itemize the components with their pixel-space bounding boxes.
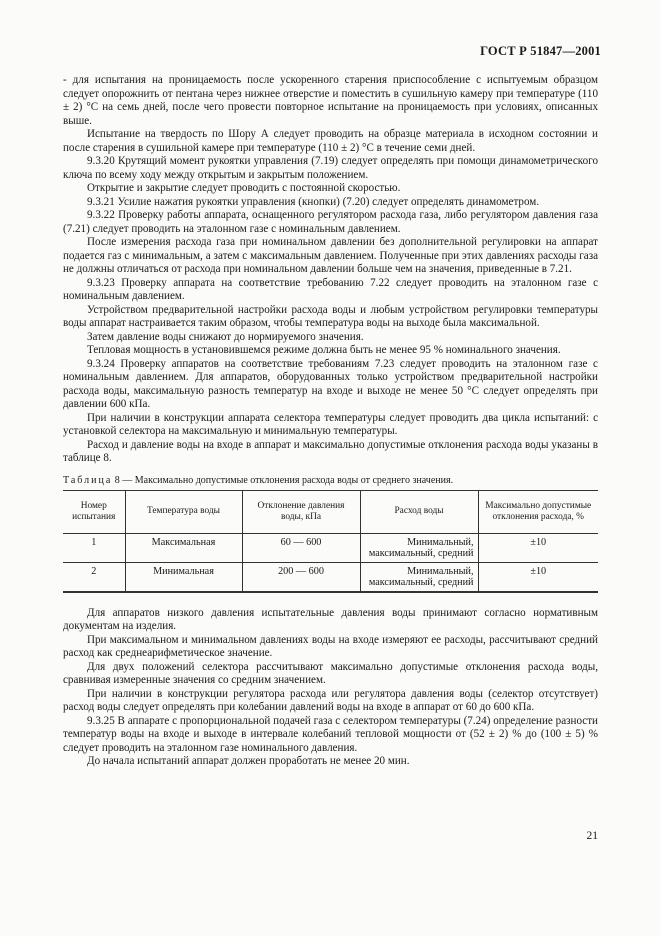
table-header-row bbox=[63, 490, 598, 533]
paragraph: Расход и давление воды на входе в аппарат и максимально допустимые отклонения расхода воды указаны в таблице 8. bbox=[63, 438, 598, 464]
paragraph: 9.3.20 Крутящий момент рукоятки управления (7.19) следует определять при помощи динамометрического ключа по всему ходу между открытым и закрытым положением. bbox=[63, 155, 598, 181]
paragraph: - для испытания на проницаемость после ускоренного старения приспособление с испытуемым образцом следует опорожнить от пентана через нижнее отверстие и поместить в сушильную камеру при температуре (110 ± 2) °С на семь дней, после чего провести повторное испытание на проницаемость при условиях, описанных выше. bbox=[63, 74, 598, 127]
table-header-cell: Температура воды bbox=[125, 490, 242, 533]
table-cell: Минимальный, максимальный, средний bbox=[360, 533, 478, 562]
table-header-cell: Максимально допустимые отклонения расхода, % bbox=[478, 490, 598, 533]
table-row bbox=[63, 533, 598, 562]
paragraph: Затем давление воды снижают до нормируемого значения. bbox=[87, 330, 364, 343]
water-flow-table bbox=[63, 490, 598, 593]
paragraph: 9.3.23 Проверку аппарата на соответствие требованию 7.22 следует проводить на эталонном газе с номинальным давлением. bbox=[63, 276, 598, 302]
table-cell: 60 — 600 bbox=[242, 533, 360, 562]
paragraph: При максимальном и минимальном давлениях воды на входе измеряют ее расходы, рассчитывают средний расход как среднеарифметическое значение. bbox=[63, 633, 598, 659]
table-caption bbox=[63, 475, 598, 486]
paragraph: 9.3.24 Проверку аппаратов на соответствие требованиям 7.23 следует проводить на эталонном газе с номинальным давлением. Для аппаратов, оборудованных только устройством предварительной настройки расхода воды, максимальную разность температур на входе и выходе не менее 50 °С следует определять при давлении 600 кПа. bbox=[63, 357, 598, 410]
table-cell: Минимальный, максимальный, средний bbox=[360, 562, 478, 592]
paragraph: Для двух положений селектора рассчитывают максимально допустимые отклонения расхода воды, сравнивая измеренные значения со средним значением. bbox=[63, 660, 598, 686]
paragraph: Открытие и закрытие следует проводить с постоянной скоростью. bbox=[87, 182, 401, 194]
table-cell: Максимальная bbox=[125, 533, 242, 562]
table-cell: 1 bbox=[63, 533, 125, 562]
page-number: 21 bbox=[586, 830, 598, 842]
table-header-cell: Отклонение давления воды, кПа bbox=[242, 490, 360, 533]
standard-code: ГОСТ Р 51847—2001 bbox=[480, 44, 601, 58]
paragraph: Устройством предварительной настройки расхода воды и любым устройством регулировки температуры воды аппарат настраивается таким образом, чтобы температура воды на выходе была максимальной. bbox=[63, 303, 598, 329]
table-header-cell: Расход воды bbox=[360, 490, 478, 533]
paragraph: 9.3.22 Проверку работы аппарата, оснащенного регулятором расхода газа, либо регулятором давления газа (7.21) следует проводить на эталонном газе с номинальным давлением. bbox=[63, 209, 598, 235]
table-cell: 200 — 600 bbox=[242, 562, 360, 592]
paragraph: Тепловая мощность в установившемся режиме должна быть не менее 95 % номинального значения. bbox=[87, 344, 561, 356]
page-body bbox=[63, 74, 598, 769]
table-cell: ±10 bbox=[478, 533, 598, 562]
paragraph: 9.3.21 Усилие нажатия рукоятки управления (кнопки) (7.20) следует определять динамометром. bbox=[87, 195, 540, 208]
table-cell: Минимальная bbox=[125, 562, 242, 592]
table-caption-text: 8 — Максимально допустимые отклонения расхода воды от среднего значения. bbox=[114, 474, 454, 486]
paragraph: До начала испытаний аппарат должен проработать не менее 20 мин. bbox=[87, 755, 410, 767]
table-header-cell: Номер испытания bbox=[63, 490, 125, 533]
paragraph: При наличии в конструкции аппарата селектора температуры следует проводить два цикла испытаний: с установкой селектора на максимальную и минимальную температуры. bbox=[63, 411, 598, 437]
table-caption-label: Таблица bbox=[63, 474, 113, 486]
paragraph: После измерения расхода газа при номинальном давлении без дополнительной регулировки на аппарат подается газ с минимальным, а затем с максимальным давлением. Полученные при этих давлениях расходы газа не должны отличаться от расхода при номинальном давлении больше чем на значения, приведенные в 7.21. bbox=[63, 236, 598, 275]
table-cell: 2 bbox=[63, 562, 125, 592]
paragraph: При наличии в конструкции регулятора расхода или регулятора давления воды (селектор отсутствует) расход воды следует определять при колебании давлений воды на входе в аппарат от 60 до 600 кПа. bbox=[63, 687, 598, 713]
table-row bbox=[63, 562, 598, 592]
paragraph: 9.3.25 В аппарате с пропорциональной подачей газа с селектором температуры (7.24) определение разности температур воды на входе и выходе в интервале колебаний тепловой мощности от (52 ± 2) % до (100 ± 5) % следует проводить на эталонном газе номинального давления. bbox=[63, 714, 598, 754]
table-cell: ±10 bbox=[478, 562, 598, 592]
paragraph: Для аппаратов низкого давления испытательные давления воды принимают согласно нормативным документам на изделия. bbox=[63, 606, 598, 632]
paragraph: Испытание на твердость по Шору А следует проводить на образце материала в исходном состоянии и после старения в сушильной камере при температуре (110 ± 2) °С в течение семи дней. bbox=[63, 128, 598, 154]
